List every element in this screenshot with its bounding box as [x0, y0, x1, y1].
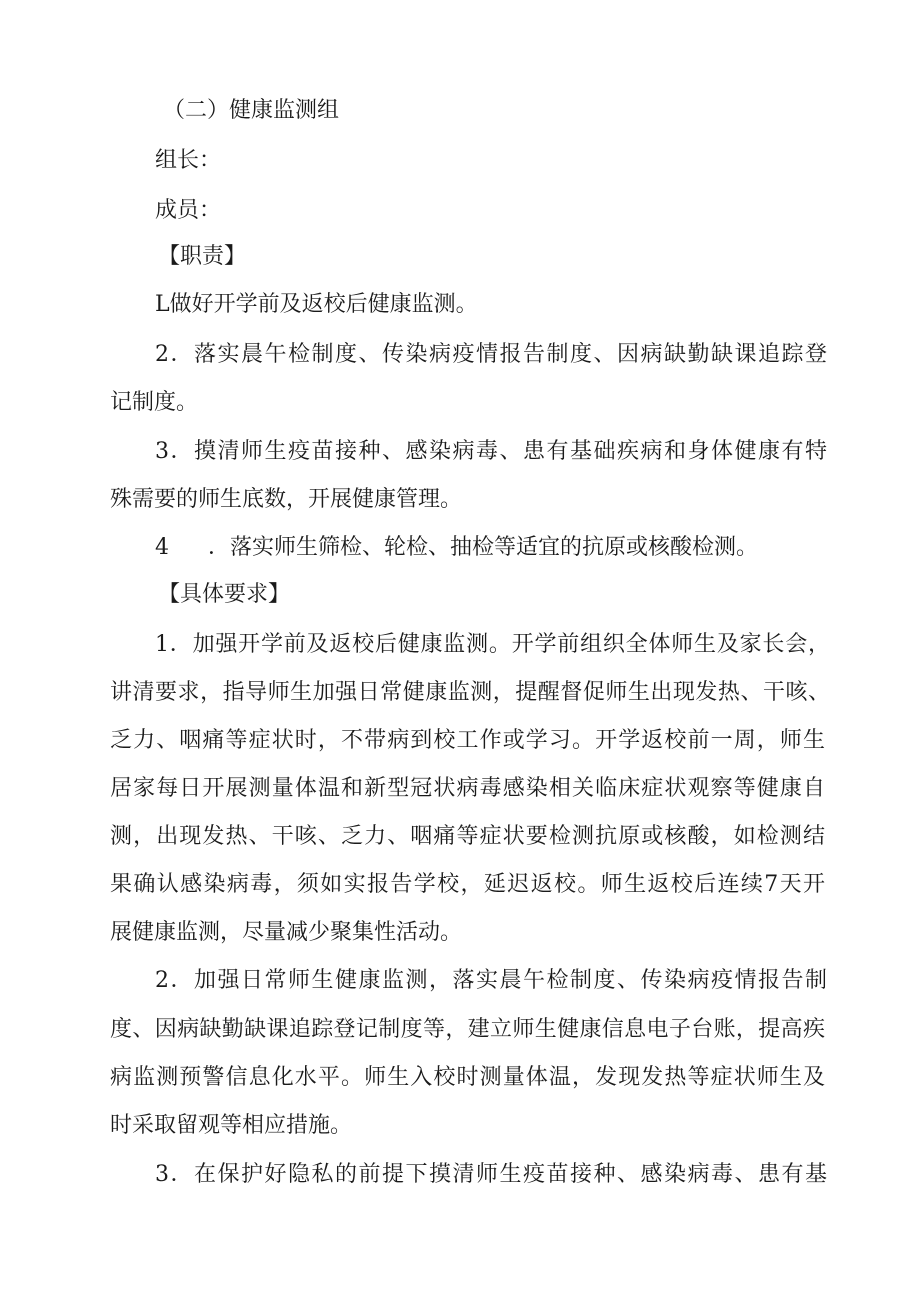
duty-1: L做好开学前及返校后健康监测。 — [155, 292, 478, 317]
req-2-line-4: 时采取留观等相应措施。 — [110, 1113, 353, 1138]
req-1-line-6: 果确认感染病毒，须如实报告学校，延迟返校。师生返校后连续7天开 — [110, 872, 825, 897]
section-heading: （二）健康监测组 — [163, 98, 340, 123]
req-1-line-3: 乏力、咽痛等症状时，不带病到校工作或学习。开学返校前一周，师生 — [110, 728, 825, 753]
duty-3-line-1: 3．摸清师生疫苗接种、感染病毒、患有基础疾病和身体健康有特 — [155, 439, 827, 464]
requirements-heading: 【具体要求】 — [158, 582, 291, 607]
duties-heading: 【职责】 — [158, 244, 247, 269]
req-1-line-2: 讲清要求，指导师生加强日常健康监测，提醒督促师生出现发热、干咳、 — [110, 680, 830, 705]
members-label: 成员： — [155, 198, 222, 223]
duty-4-number: 4 — [155, 535, 169, 560]
req-2-line-2: 度、因病缺勤缺课追踪登记制度等，建立师生健康信息电子台账，提高疾 — [110, 1017, 825, 1042]
req-1-line-7: 展健康监测，尽量减少聚集性活动。 — [110, 920, 463, 945]
leader-label: 组长： — [155, 148, 222, 173]
duty-2-line-1: 2．落实晨午检制度、传染病疫情报告制度、因病缺勤缺课追踪登 — [155, 342, 827, 367]
duty-2-line-2: 记制度。 — [110, 390, 199, 415]
duty-3-line-2: 殊需要的师生底数，开展健康管理。 — [110, 487, 463, 512]
duty-4-text: ．落实师生筛检、轮检、抽检等适宜的抗原或核酸检测。 — [208, 535, 759, 560]
req-3-line-1: 3．在保护好隐私的前提下摸清师生疫苗接种、感染病毒、患有基 — [155, 1162, 827, 1187]
req-2-line-3: 病监测预警信息化水平。师生入校时测量体温，发现发热等症状师生及 — [110, 1065, 825, 1090]
req-1-line-5: 测，出现发热、干咳、乏力、咽痛等症状要检测抗原或核酸，如检测结 — [110, 824, 825, 849]
req-2-line-1: 2．加强日常师生健康监测，落实晨午检制度、传染病疫情报告制 — [155, 968, 827, 993]
req-1-line-4: 居家每日开展测量体温和新型冠状病毒感染相关临床症状观察等健康自 — [110, 776, 825, 801]
req-1-line-1: 1．加强开学前及返校后健康监测。开学前组织全体师生及家长会， — [155, 632, 830, 657]
